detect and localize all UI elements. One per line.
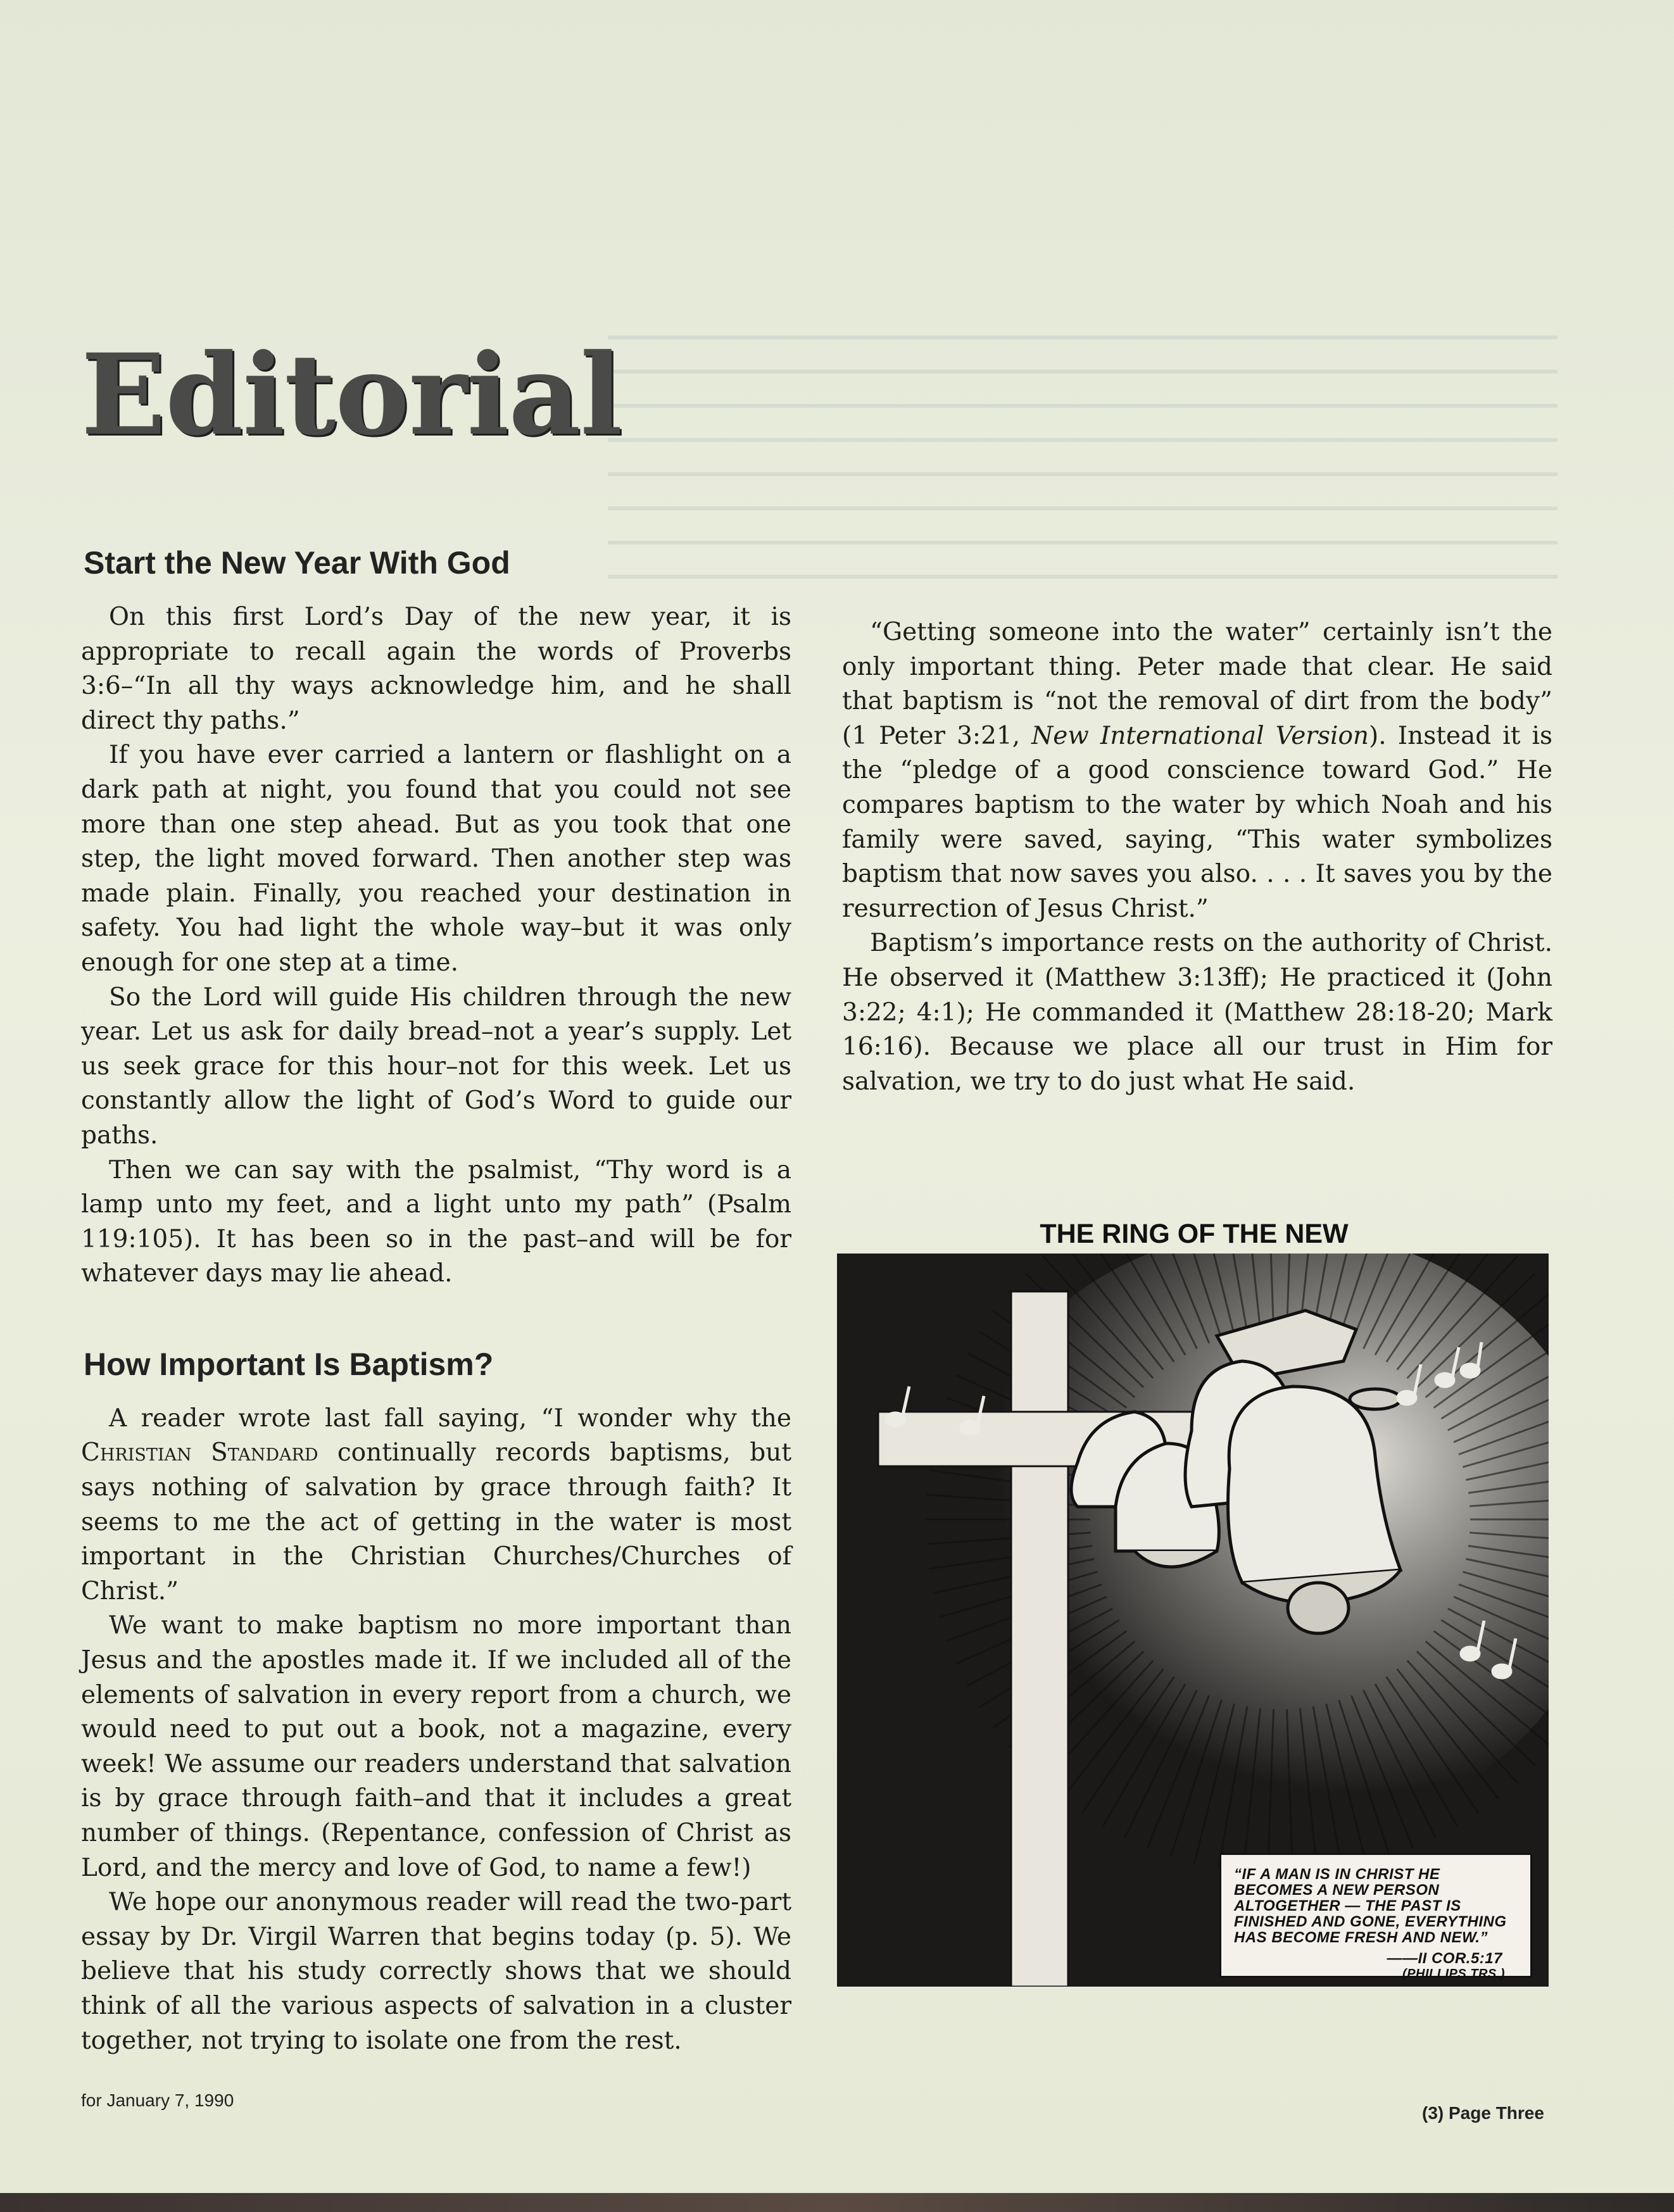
scripture-quote: “IF A MAN IS IN CHRIST HE BECOMES A NEW PERSON ALTOGETHER — THE PAST IS FINISHED AND GONE, EVERYTHING HAS BECOME FRESH AND NEW.”	[1234, 1866, 1507, 1946]
left-column	[81, 544, 791, 2058]
text-run: “Getting someone into the water” certainly isn’t the only important thing. Peter made that clear. He said that baptism is “not the removal of dirt from the body” (1 Peter 3:21,	[842, 618, 1552, 750]
editorial-1-paragraph: If you have ever carried a lantern or flashlight on a dark path at night, you found that you could not see more than one step ahead. But as you took that one step, the light moved forward. Then another step was made plain. Finally, you reached your destination in safety. You had light the whole way–but it was only enough for one step at a time.	[81, 741, 791, 977]
bible-version: New International Version	[1031, 721, 1369, 750]
cartoon-title: THE RING OF THE NEW	[1040, 1219, 1349, 1249]
right-column	[842, 615, 1552, 1099]
cartoon-illustration	[837, 1254, 1549, 1987]
editorial-2-heading: How Important Is Baptism?	[84, 1346, 494, 1382]
editorial-2-paragraph: We hope our anonymous reader will read the two-part essay by Dr. Virgil Warren that begins today (p. 5). We believe that his study correctly shows that we should think of all the various aspects of salvation in a cluster together, not trying to isolate one from the rest.	[81, 1888, 791, 2055]
scripture-quote-box	[1219, 1853, 1532, 1981]
editorial-2-paragraph: Baptism’s importance rests on the authority of Christ. He observed it (Matthew 3:13ff); He practiced it (John 3:22; 4:1); He commanded it (Matthew 28:18-20; Mark 16:16). Because we place all our trust in Him for salvation, we try to do just what He said.	[842, 929, 1552, 1096]
issue-date: for January 7, 1990	[81, 2090, 234, 2110]
show-through-from-reverse	[570, 95, 1558, 601]
text-run: A reader wrote last fall saying, “I wonder why the	[109, 1404, 791, 1433]
editorial-2-paragraph	[842, 615, 1552, 926]
scripture-reference: ——II COR.5:17	[1387, 1950, 1502, 1967]
editorial-2-paragraph	[81, 1402, 791, 1609]
scripture-translation: (PHILLIPS TRS.)	[1402, 1967, 1505, 1981]
scan-edge	[0, 2193, 1674, 2212]
editorial-1-paragraph: So the Lord will guide His children through the new year. Let us ask for daily bread–not a year’s supply. Let us seek grace for this hour–not for this week. Let us constantly allow the light of God’s Word to guide our paths.	[81, 983, 791, 1150]
text-run: ). Instead it is the “pledge of a good conscience toward God.” He compares baptism to the water by which Noah and his family were saved, saying, “This water symbolizes baptism that now saves you also. . . . It saves you by the resurrection of Jesus Christ.”	[842, 721, 1552, 923]
publication-name: Christian Standard	[81, 1438, 318, 1467]
text-run: continually records baptisms, but says nothing of salvation by grace through faith? It seems to me the act of getting in the water is most important in the Christian Churches/Churches of Christ.”	[81, 1438, 791, 1606]
editorial-2-paragraph: We want to make baptism no more important than Jesus and the apostles made it. If we included all of the elements of salvation in every report from a church, we would need to put out a book, not a magazine, every week! We assume our readers understand that salvation is by grace through faith–and that it includes a great number of things. (Repentance, confession of Christ as Lord, and the mercy and love of God, to name a few!)	[81, 1611, 791, 1882]
editorial-1-paragraph: On this first Lord’s Day of the new year, it is appropriate to recall again the words of Proverbs 3:6–“In all thy ways acknowledge him, and he shall direct thy paths.”	[81, 603, 791, 735]
masthead-title: Editorial	[81, 329, 622, 460]
page-number: (3) Page Three	[1422, 2103, 1544, 2123]
editorial-1-heading: Start the New Year With God	[84, 545, 510, 581]
editorial-1-paragraph: Then we can say with the psalmist, “Thy word is a lamp unto my feet, and a light unto my path” (Psalm 119:105). It has been so in the past–and will be for whatever days may lie ahead.	[81, 1155, 791, 1288]
